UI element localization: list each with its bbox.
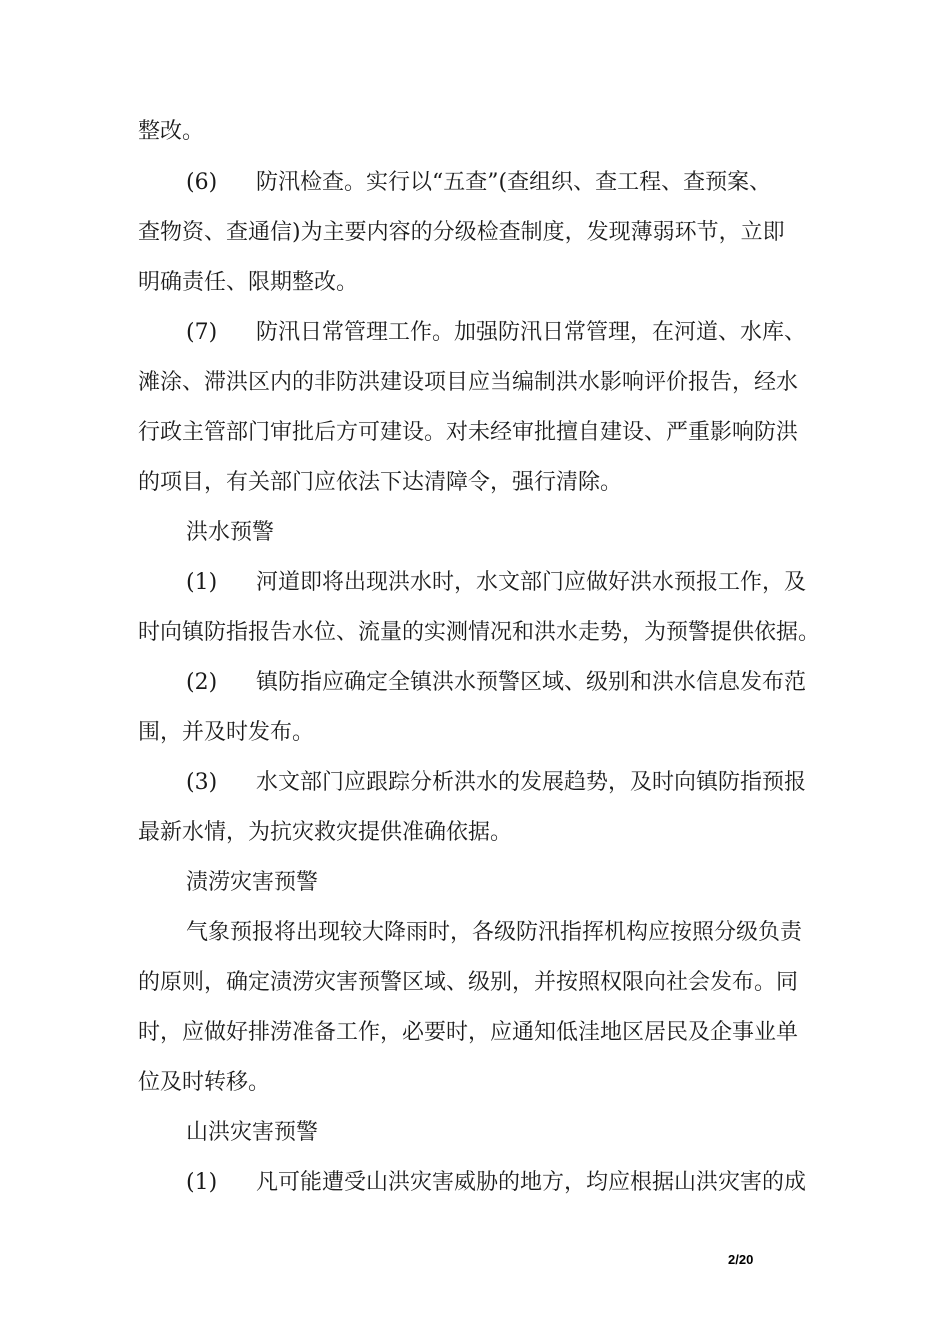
paragraph-line: 时，应做好排涝准备工作，必要时，应通知低洼地区居民及企事业单 [138,1020,799,1045]
paragraph-line: (7) 防汛日常管理工作。加强防汛日常管理，在河道、水库、 [186,318,806,348]
paragraph-line: (1) 河道即将出现洪水时，水文部门应做好洪水预报工作，及 [186,568,806,598]
item-number: (3) [186,770,218,795]
section-heading: 渍涝灾害预警 [186,870,319,895]
paragraph-line: 滩涂、滞洪区内的非防洪建设项目应当编制洪水影响评价报告，经水 [138,370,799,395]
item-number: (6) [186,170,218,195]
paragraph-line: 气象预报将出现较大降雨时，各级防汛指挥机构应按照分级负责 [186,920,803,945]
section-heading: 山洪灾害预警 [186,1120,319,1145]
item-number: (2) [186,670,218,695]
paragraph-line: 行政主管部门审批后方可建设。对未经审批擅自建设、严重影响防洪 [138,420,799,445]
item-number: (1) [186,570,218,595]
paragraph-line: 的原则，确定渍涝灾害预警区域、级别，并按照权限向社会发布。同 [138,970,799,995]
paragraph-line: (2) 镇防指应确定全镇洪水预警区域、级别和洪水信息发布范 [186,668,806,698]
paragraph-line: (3) 水文部门应跟踪分析洪水的发展趋势，及时向镇防指预报 [186,768,806,798]
paragraph-line: 整改。 [138,119,205,144]
section-heading: 洪水预警 [186,520,275,545]
paragraph-line: 围，并及时发布。 [138,720,315,745]
paragraph-line: 明确责任、限期整改。 [138,270,359,295]
paragraph-line: 的项目，有关部门应依法下达清障令，强行清除。 [138,470,623,495]
paragraph-line: (1) 凡可能遭受山洪灾害威胁的地方，均应根据山洪灾害的成 [186,1168,806,1198]
item-number: (7) [186,320,218,345]
item-number: (1) [186,1170,218,1195]
paragraph-line: 查物资、查通信)为主要内容的分级检查制度，发现薄弱环节，立即 [138,220,785,245]
paragraph-line: 时向镇防指报告水位、流量的实测情况和洪水走势，为预警提供依据。 [138,620,821,645]
paragraph-line: 位及时转移。 [138,1070,271,1095]
paragraph-line: (6) 防汛检查。实行以“五查”(查组织、查工程、查预案、 [186,168,771,198]
page-number: 2/20 [728,1252,754,1267]
paragraph-line: 最新水情，为抗灾救灾提供准确依据。 [138,820,513,845]
